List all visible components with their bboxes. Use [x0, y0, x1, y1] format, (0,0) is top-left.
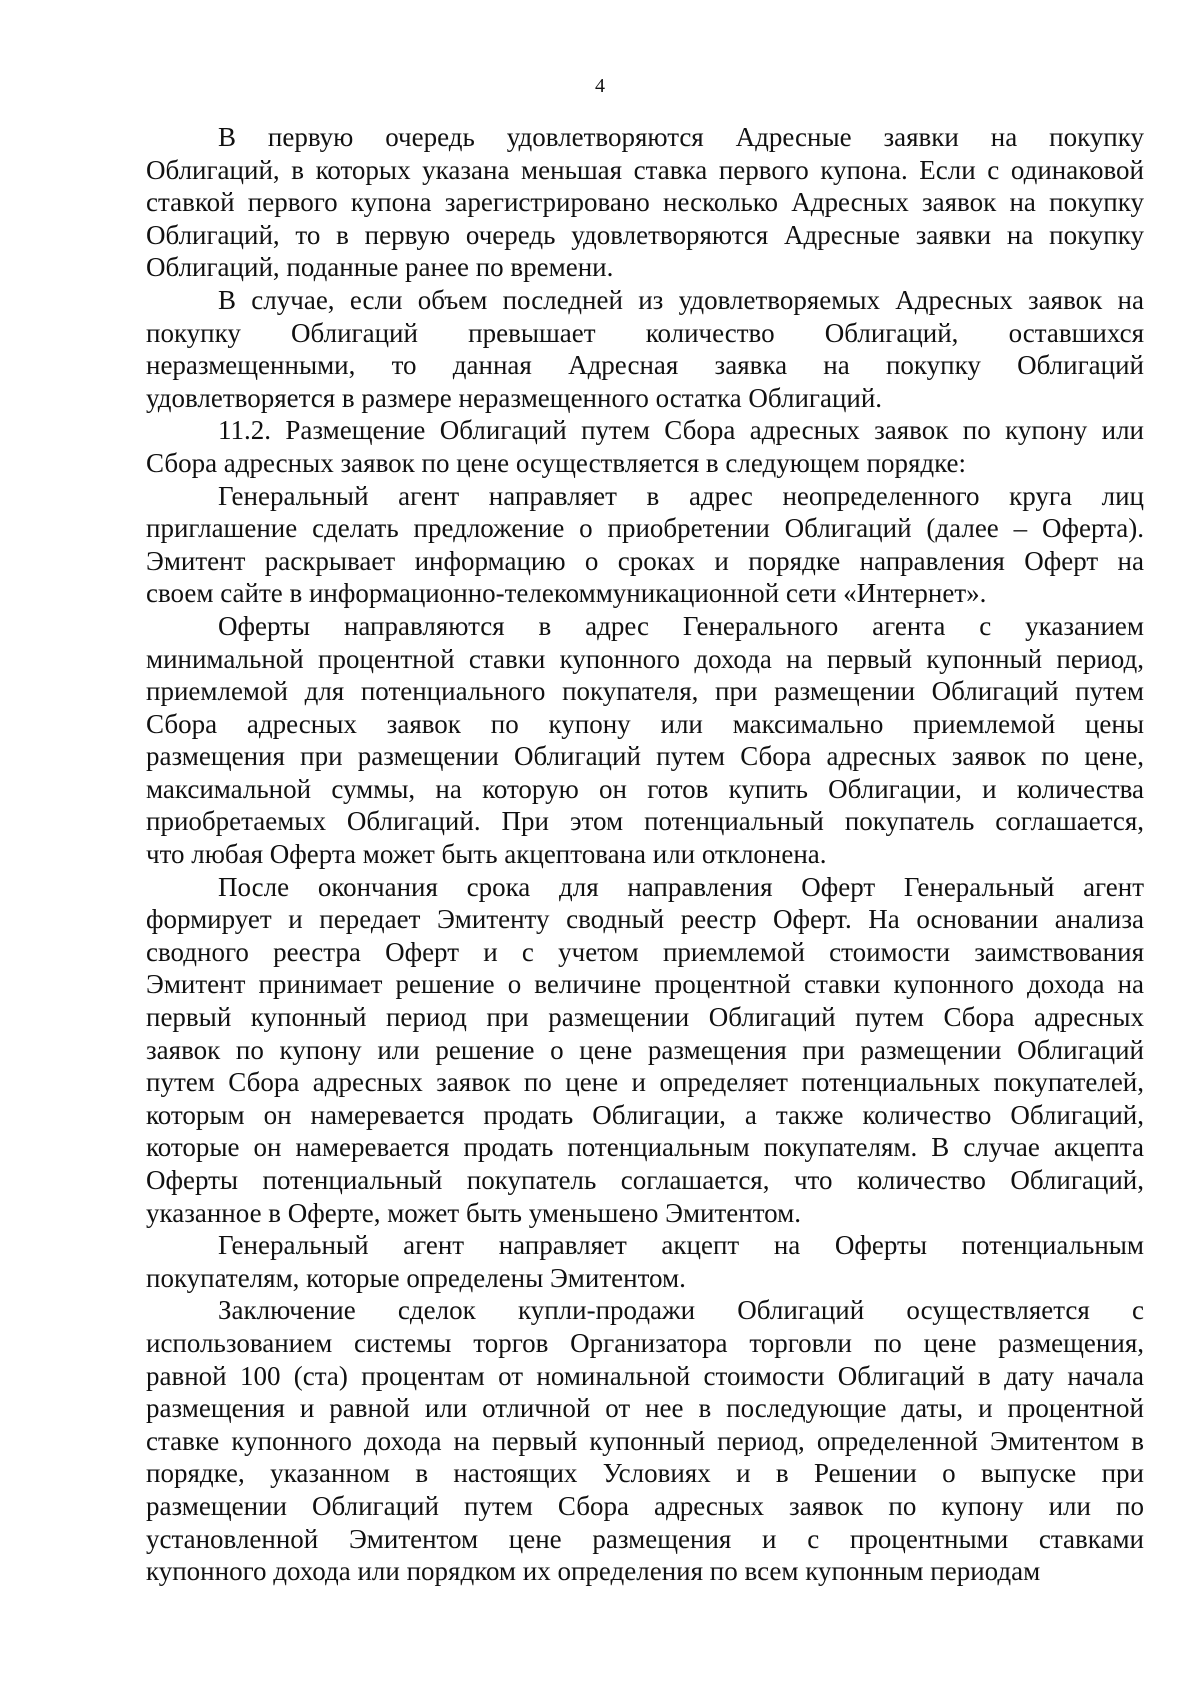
text-line: максимальной суммы, на которую он готов купить Облигации, и количества: [146, 773, 1144, 804]
text-line: размещении Облигаций путем Сбора адресных заявок по купону или по: [146, 1490, 1144, 1521]
text-line: размещения при размещении Облигаций путем Сбора адресных заявок по цене,: [146, 741, 1144, 772]
paragraph: [146, 1229, 1144, 1294]
paragraph: [146, 610, 1144, 871]
text-line: приемлемой для потенциального покупателя, при размещении Облигаций путем: [146, 676, 1144, 707]
page-number: 4: [595, 75, 605, 97]
paragraph: [146, 414, 1144, 479]
text-line: Генеральный агент направляет в адрес неопределенного круга лиц: [218, 480, 1144, 511]
text-line: Эмитент раскрывает информацию о сроках и порядке направления Оферт на: [146, 545, 1144, 576]
text-line: приобретаемых Облигаций. При этом потенциальный покупатель соглашается,: [146, 806, 1144, 837]
text-line: ставке купонного дохода на первый купонный период, определенной Эмитентом в: [146, 1425, 1144, 1456]
text-line: покупку Облигаций превышает количество Облигаций, оставшихся: [146, 317, 1144, 348]
text-line: купонного дохода или порядком их определения по всем купонным периодам: [146, 1556, 1041, 1587]
text-line: что любая Оферта может быть акцептована или отклонена.: [146, 839, 827, 870]
text-line: удовлетворяется в размере неразмещенного остатка Облигаций.: [146, 382, 883, 413]
text-line: покупателям, которые определены Эмитентом.: [146, 1262, 686, 1293]
text-line: путем Сбора адресных заявок по цене и определяет потенциальных покупателей,: [146, 1067, 1144, 1098]
text-line: Облигаций, поданные ранее по времени.: [146, 252, 614, 283]
text-line: которые он намеревается продать потенциальным покупателям. В случае акцепта: [146, 1132, 1144, 1163]
text-line: В случае, если объем последней из удовлетворяемых Адресных заявок на: [218, 284, 1144, 315]
text-line: заявок по купону или решение о цене размещения при размещении Облигаций: [146, 1034, 1144, 1065]
text-line: сводного реестра Оферт и с учетом приемлемой стоимости заимствования: [146, 936, 1144, 967]
document-body: [146, 121, 1144, 1588]
text-line: Эмитент принимает решение о величине процентной ставки купонного дохода на: [146, 969, 1144, 1000]
text-line: Облигаций, то в первую очередь удовлетворяются Адресные заявки на покупку: [146, 219, 1144, 250]
text-line: минимальной процентной ставки купонного дохода на первый купонный период,: [146, 643, 1144, 674]
text-line: формирует и передает Эмитенту сводный реестр Оферт. На основании анализа: [146, 904, 1144, 935]
text-line: Сбора адресных заявок по купону или максимально приемлемой цены: [146, 708, 1144, 739]
text-line: Облигаций, в которых указана меньшая ставка первого купона. Если с одинаковой: [146, 154, 1144, 185]
text-line: После окончания срока для направления Оферт Генеральный агент: [218, 871, 1144, 902]
text-line: которым он намеревается продать Облигации, а также количество Облигаций,: [146, 1099, 1144, 1130]
text-line: 11.2. Размещение Облигаций путем Сбора адресных заявок по купону или: [218, 415, 1144, 446]
text-line: приглашение сделать предложение о приобретении Облигаций (далее – Оферта).: [146, 513, 1144, 544]
text-line: равной 100 (ста) процентам от номинальной стоимости Облигаций в дату начала: [146, 1360, 1144, 1391]
paragraph: [146, 871, 1144, 1230]
text-line: размещения и равной или отличной от нее в последующие даты, и процентной: [146, 1393, 1144, 1424]
text-line: Заключение сделок купли-продажи Облигаций осуществляется с: [218, 1295, 1144, 1326]
paragraph: [146, 1294, 1144, 1587]
text-line: первый купонный период при размещении Облигаций путем Сбора адресных: [146, 1002, 1144, 1033]
text-line: указанное в Оферте, может быть уменьшено Эмитентом.: [146, 1197, 802, 1228]
text-line: ставкой первого купона зарегистрировано несколько Адресных заявок на покупку: [146, 187, 1144, 218]
text-line: своем сайте в информационно-телекоммуникационной сети «Интернет».: [146, 578, 987, 609]
text-line: установленной Эмитентом цене размещения и с процентными ставками: [146, 1523, 1144, 1554]
text-line: Генеральный агент направляет акцепт на Оферты потенциальным: [218, 1230, 1144, 1261]
text-line: Сбора адресных заявок по цене осуществляется в следующем порядке:: [146, 447, 967, 478]
text-line: Оферты направляются в адрес Генерального агента с указанием: [218, 610, 1144, 641]
paragraph: [146, 121, 1144, 284]
text-line: Оферты потенциальный покупатель соглашается, что количество Облигаций,: [146, 1165, 1144, 1195]
text-line: неразмещенными, то данная Адресная заявка на покупку Облигаций: [146, 350, 1144, 381]
text-line: В первую очередь удовлетворяются Адресные заявки на покупку: [218, 122, 1144, 152]
paragraph: [146, 284, 1144, 414]
text-line: порядке, указанном в настоящих Условиях и в Решении о выпуске при: [146, 1458, 1144, 1489]
paragraph: [146, 480, 1144, 610]
text-line: использованием системы торгов Организатора торговли по цене размещения,: [146, 1327, 1144, 1358]
